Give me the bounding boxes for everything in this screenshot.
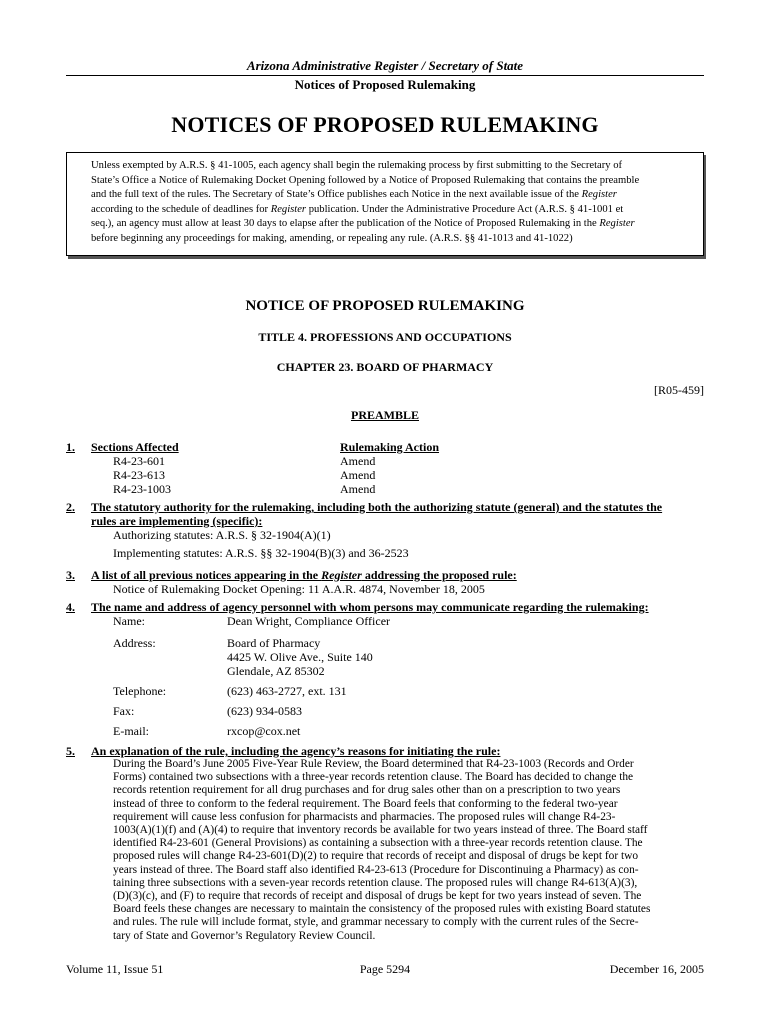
item-4-heading: The name and address of agency personnel with whom persons may communicate regarding the rulemaking: bbox=[91, 600, 649, 614]
explanation-line: identified R4-23-601 (General Provisions) as containing a subsection with a three-year records retention clause. The bbox=[113, 837, 643, 850]
publication-header: Arizona Administrative Register / Secretary of State bbox=[246, 58, 524, 73]
explanation-line: taining three subsections with a seven-year records retention clause. The proposed rules will change R4-613(A)(3), bbox=[113, 876, 638, 889]
item-5-heading: An explanation of the rule, including the agency’s reasons for initiating the rule: bbox=[91, 744, 501, 758]
item-3-heading-post: addressing the proposed rule: bbox=[361, 568, 517, 582]
intro-text bbox=[91, 159, 685, 247]
title-heading: TITLE 4. PROFESSIONS AND OCCUPATIONS bbox=[258, 330, 512, 344]
intro-line: State’s Office a Notice of Rulemaking Docket Opening followed by a Notice of Proposed Rulemaking that contains the preamble bbox=[91, 174, 640, 186]
footer-volume: Volume 11, Issue 51 bbox=[66, 962, 164, 976]
item-5-number: 5. bbox=[66, 744, 75, 758]
explanation-line: proposed rules will change R4-23-601(D)(2) to require that records of receipt and disposal of drugs be kept for two bbox=[113, 850, 639, 863]
explanation-line: During the Board’s June 2005 Five-Year Rule Review, the Board determined that R4-23-1003 (Records and Order bbox=[113, 758, 634, 770]
explanation-line: Forms) contained two subsections with a three-year records retention clause. The Board has decided to change the bbox=[113, 771, 634, 784]
intro-line: and the full text of the rules. The Secretary of State’s Office publishes each Notice in the next available issue of the Register bbox=[91, 189, 617, 201]
item-4-number: 4. bbox=[66, 600, 75, 614]
intro-box bbox=[66, 152, 704, 256]
implementing-statutes: Implementing statutes: A.R.S. §§ 32-1904(B)(3) and 36-2523 bbox=[113, 546, 409, 560]
email-label: E-mail: bbox=[113, 724, 149, 738]
header-divider bbox=[66, 75, 704, 76]
explanation-line: records retention requirement for all drug purchases and for drug sales other than on a prescription to two years bbox=[113, 784, 621, 797]
page-title: NOTICES OF PROPOSED RULEMAKING bbox=[171, 112, 599, 137]
fax-value: (623) 934-0583 bbox=[227, 704, 302, 718]
address-line: Board of Pharmacy bbox=[227, 636, 321, 650]
section-header: Notices of Proposed Rulemaking bbox=[294, 77, 476, 92]
notice-heading: NOTICE OF PROPOSED RULEMAKING bbox=[245, 298, 525, 314]
intro-line: seq.), an agency must allow at least 30 days to elapse after the publication of the Notice of Proposed Rulemaking in the Register bbox=[91, 218, 635, 230]
explanation-line: tary of State and Governor’s Regulatory Review Council. bbox=[113, 929, 376, 942]
address-line: 4425 W. Olive Ave., Suite 140 bbox=[227, 650, 373, 664]
item-3-heading-register: Register bbox=[321, 568, 362, 582]
docket-opening-notice: Notice of Rulemaking Docket Opening: 11 A.A.R. 4874, November 18, 2005 bbox=[113, 582, 485, 596]
item-2-heading: The statutory authority for the rulemaking, including both the authorizing statute (general) and the statutes the bbox=[91, 500, 663, 514]
section-affected: R4-23-613 bbox=[113, 468, 165, 482]
item-3-heading bbox=[91, 568, 517, 582]
footer-date: December 16, 2005 bbox=[609, 962, 704, 976]
name-value: Dean Wright, Compliance Officer bbox=[227, 614, 391, 628]
explanation-line: years instead of three. The Board staff also identified R4-23-613 (Procedure for Discontinuing a Pharmacy) as con- bbox=[113, 863, 639, 876]
intro-line: according to the schedule of deadlines for Register publication. Under the Administrative Procedure Act (A.R.S. § 41-1001 et bbox=[91, 203, 624, 215]
docket-number: [R05-459] bbox=[654, 383, 704, 397]
email-value[interactable]: rxcop@cox.net bbox=[227, 724, 301, 738]
rulemaking-action: Amend bbox=[340, 468, 376, 482]
section-affected: R4-23-1003 bbox=[113, 482, 171, 496]
intro-line: before beginning any proceedings for making, amending, or repealing any rule. (A.R.S. §§ 41-1013 and 41-1022) bbox=[91, 232, 573, 244]
address-line: Glendale, AZ 85302 bbox=[227, 664, 325, 678]
explanation-line: (D)(3)(c), and (F) to require that records of receipt and disposal of drugs be kept for two years instead of seven. The bbox=[113, 890, 642, 903]
item-3-number: 3. bbox=[66, 568, 75, 582]
preamble-heading: PREAMBLE bbox=[350, 408, 419, 422]
section-affected: R4-23-601 bbox=[113, 454, 165, 468]
chapter-heading: CHAPTER 23. BOARD OF PHARMACY bbox=[276, 360, 494, 374]
explanation-line: 1003(A)(1)(f) and (A)(4) to require that inventory records be available for two years instead of three. The Board staff bbox=[113, 824, 648, 837]
explanation-line: and rules. The rule will include format, style, and grammar necessary to comply with the current rules of the Secre- bbox=[113, 916, 639, 929]
explanation-line: Board feels these changes are necessary to maintain the consistency of the proposed rules with existing Board statutes bbox=[113, 903, 651, 916]
rulemaking-action: Amend bbox=[340, 454, 376, 468]
fax-label: Fax: bbox=[113, 704, 135, 718]
item-3-heading-pre: A list of all previous notices appearing in the bbox=[91, 568, 322, 582]
address-label: Address: bbox=[113, 636, 156, 650]
item-2-heading-cont: rules are implementing (specific): bbox=[91, 514, 263, 528]
telephone-value: (623) 463-2727, ext. 131 bbox=[227, 684, 347, 698]
telephone-label: Telephone: bbox=[113, 684, 167, 698]
rulemaking-action: Amend bbox=[340, 482, 376, 496]
intro-line: Unless exempted by A.R.S. § 41-1005, each agency shall begin the rulemaking process by first submitting to the Secretary of bbox=[91, 160, 623, 171]
footer-page-number: Page 5294 bbox=[359, 962, 411, 976]
item-2-number: 2. bbox=[66, 500, 75, 514]
explanation-line: requirement will cause less confusion for pharmacists and pharmacies. The proposed rules will change R4-23- bbox=[113, 810, 616, 823]
explanation-line: instead of three to conform to the federal requirement. The Board feels that conforming to the federal two-year bbox=[113, 797, 618, 810]
rule-explanation bbox=[113, 758, 702, 943]
rulemaking-action-heading: Rulemaking Action bbox=[340, 440, 440, 454]
authorizing-statutes: Authorizing statutes: A.R.S. § 32-1904(A)(1) bbox=[113, 528, 331, 542]
name-label: Name: bbox=[113, 614, 145, 628]
item-1-heading: Sections Affected bbox=[91, 440, 179, 454]
item-1-number: 1. bbox=[66, 440, 75, 454]
